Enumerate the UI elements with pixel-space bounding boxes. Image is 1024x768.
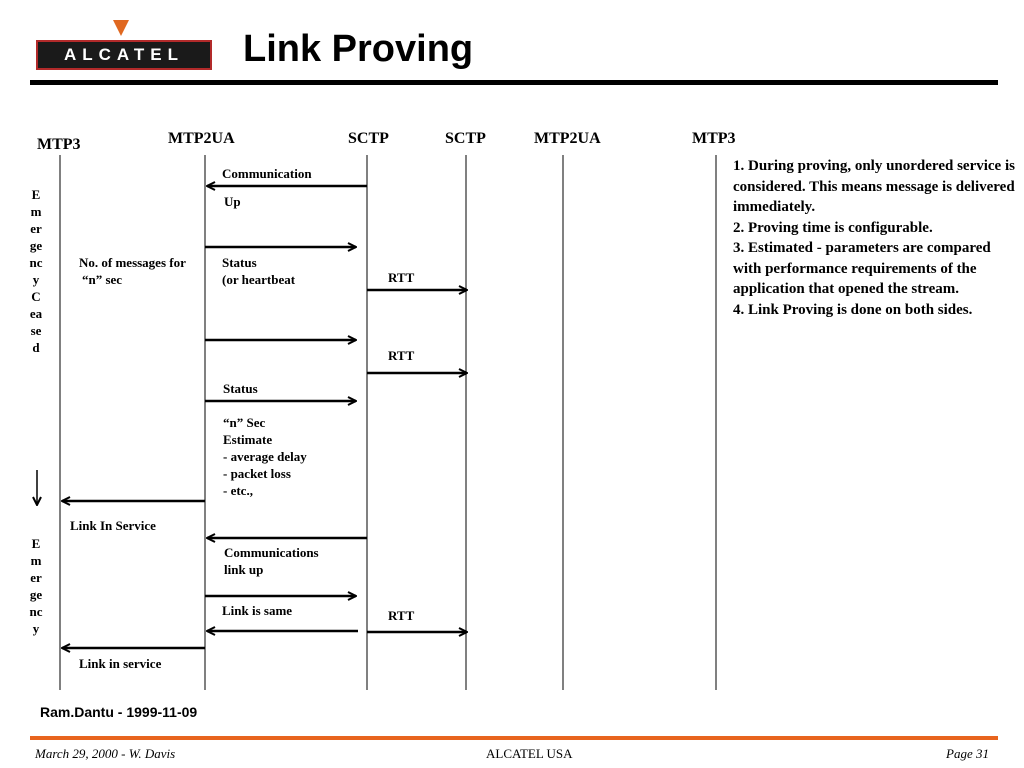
column-mtp2ua-right: MTP2UA: [534, 130, 601, 147]
column-mtp3-right: MTP3: [692, 130, 736, 147]
label-link-up: link up: [224, 562, 264, 577]
column-mtp2ua-left: MTP2UA: [168, 130, 235, 147]
footer-rule: [30, 736, 998, 740]
label-rtt-1: RTT: [388, 270, 415, 285]
side-label-emergency: Emergency: [29, 536, 43, 636]
label-or-heartbeat: (or heartbeat: [222, 272, 296, 287]
logo-text: ALCATEL: [63, 45, 185, 64]
label-etc: - etc.,: [223, 483, 253, 498]
label-n-sec-estimate: “n” Sec: [223, 415, 266, 430]
label-link-is-same: Link is same: [222, 603, 293, 618]
note-item: 2. Proving time is configurable.: [733, 219, 933, 236]
note-item: 3. Estimated - parameters are compared with performance requirements of the application that opened the stream.: [733, 240, 991, 297]
column-sctp-left: SCTP: [348, 130, 389, 147]
column-sctp-right: SCTP: [445, 130, 486, 147]
notes-block: [733, 156, 1018, 320]
author-line: Ram.Dantu - 1999-11-09: [40, 704, 198, 720]
footer-left: March 29, 2000 - W. Davis: [35, 746, 176, 761]
label-communication: Communication: [222, 166, 312, 181]
column-mtp3-left: MTP3: [37, 136, 81, 153]
label-no-messages: No. of messages for: [79, 255, 186, 270]
label-status-3: Status: [223, 381, 258, 396]
label-packet-loss: - packet loss: [223, 466, 291, 481]
label-link-in-service-2: Link in service: [79, 656, 162, 671]
label-communications: Communications: [224, 545, 319, 560]
page-title: Link Proving: [243, 28, 474, 70]
side-label-emergency-ceased: EmergencyCeased: [29, 187, 43, 355]
label-link-in-service-1: Link In Service: [70, 518, 156, 533]
label-average-delay: - average delay: [223, 449, 307, 464]
footer-center: ALCATEL USA: [486, 746, 573, 761]
note-item: 1. During proving, only unordered service is considered. This means message is delivered immediately.: [733, 158, 1015, 215]
footer-page-number: Page 31: [946, 746, 989, 761]
label-estimate: Estimate: [223, 432, 273, 447]
label-status-1: Status: [222, 255, 257, 270]
label-rtt-2: RTT: [388, 348, 415, 363]
label-rtt-3: RTT: [388, 608, 415, 623]
label-up: Up: [224, 194, 241, 209]
note-item: 4. Link Proving is done on both sides.: [733, 301, 973, 318]
label-n-sec: “n” sec: [82, 272, 123, 287]
